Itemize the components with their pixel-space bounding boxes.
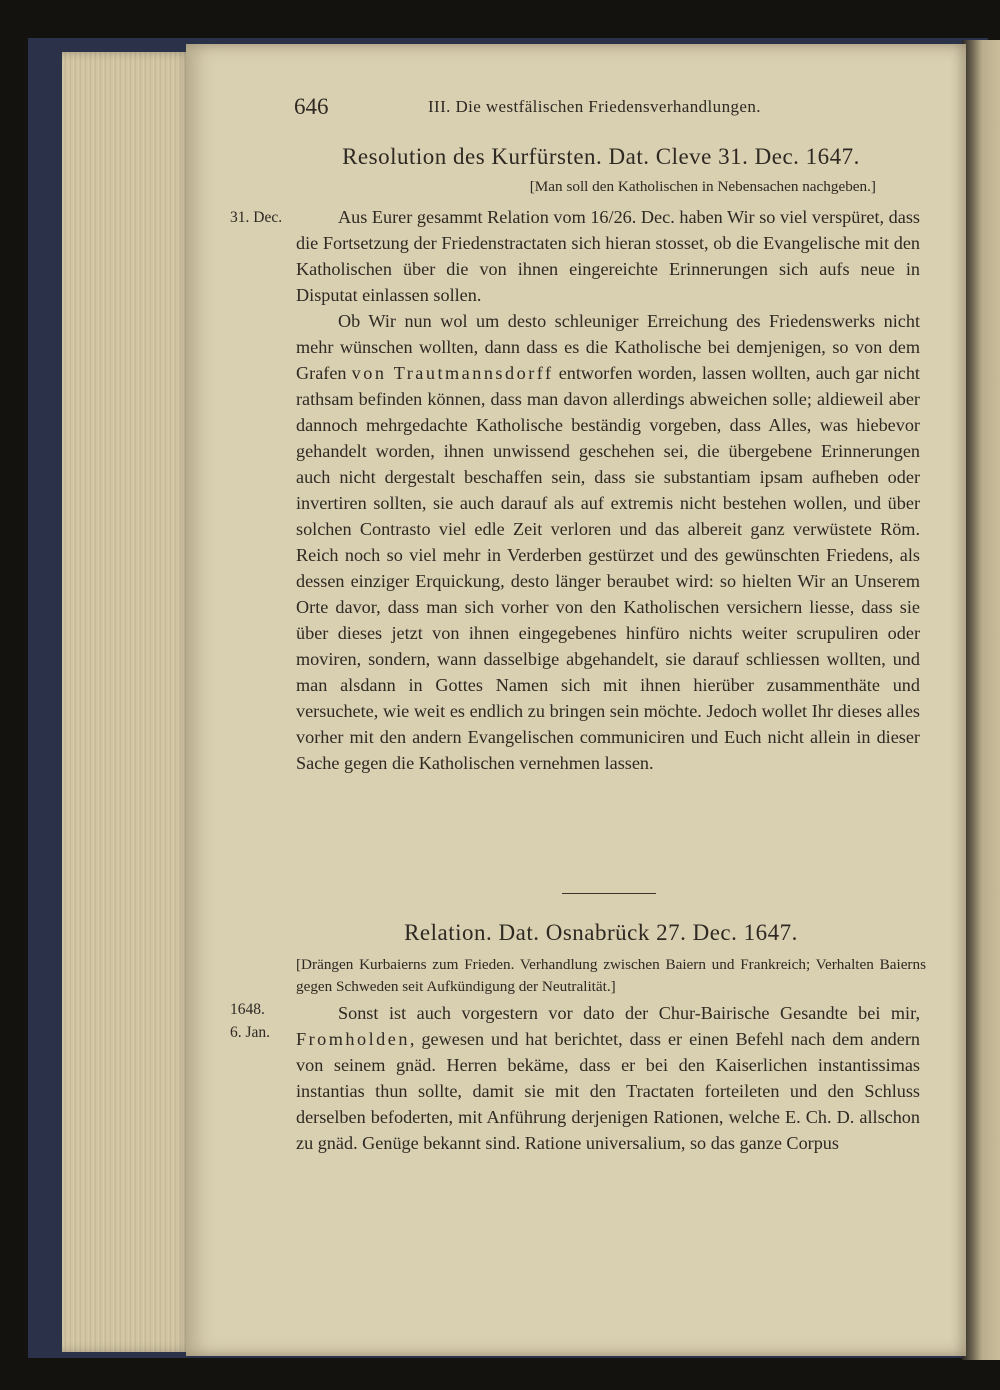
marginal-date: 31. Dec.: [230, 209, 283, 226]
book-page: [186, 44, 966, 1356]
paragraph-text: Sonst ist auch vorgestern vor dato der Chur-Bairische Gesandte bei mir,: [338, 1003, 920, 1023]
person-name: von Trautmannsdorff: [351, 363, 554, 383]
paragraph-text: Ob Wir nun wol um desto schleuniger Erreichung des Friedenswerks nicht mehr wünschen wollten, dann dass es die Katholische bei demjenigen, so von dem Grafen: [296, 311, 920, 383]
person-name: Fromholden: [296, 1029, 410, 1049]
section-summary-resolution: [Man soll den Katholischen in Nebensachen nachgeben.]: [529, 178, 876, 195]
running-head: [294, 90, 914, 124]
marginal-date: 6. Jan.: [230, 1024, 271, 1041]
paragraph: [296, 1000, 920, 1156]
section-title-resolution: Resolution des Kurfürsten. Dat. Cleve 31. Dec. 1647.: [342, 144, 860, 169]
running-title: III. Die westfälischen Friedensverhandlungen.: [428, 97, 761, 116]
section-body-relation: [296, 1000, 920, 1156]
paragraph: Aus Eurer gesammt Relation vom 16/26. Dec. haben Wir so viel verspüret, dass die Fortsetzung der Friedenstractaten sich hieran stosset, ob die Evangelische mit den Katholischen über die von ihnen eingereichte Erinnerungen sich aufs neue in Disputat einlassen sollen.: [296, 207, 920, 305]
paragraph-text: entworfen worden, lassen wollten, auch gar nicht rathsam befinden können, dass man davon allerdings abweichen solle; aldieweil aber dannoch mehrgedachte Katholische beständig vorgeben, dass Alles, was hiebevor gehandelt worden, ihnen unwissend geschehen sei, die übergebene Erinnerungen auch nicht dergestalt beschaffen sein, dass sie substantiam ipsam aufheben oder invertiren sollten, sie auch darauf als auf extremis nicht bestehen wollen, und über solchen Contrasto viel edle Zeit verloren und das albereit ganz verwüstete Röm. Reich noch so viel mehr in Verderben gestürzet und des gewünschten Friedens, als dessen einziger Erquickung, desto länger beraubet wird: so hielten Wir an Unserem Orte davor, dass man sich vorher von den Katholischen versichern liesse, dass sie über dieses jetzt von ihnen eingegebenes hinfüro nichts weiter scrupuliren oder moviren, sondern, wann dasselbige abgehandelt, sie darauf schliessen wollten, und man alsdann in Gottes Namen sich mit ihnen hierüber zusammenthäte und versuchete, wie weit es endlich zu bringen sein möchte. Jedoch wollet Ihr dieses alles vorher mit den andern Evangelischen communiciren und Euch nicht allein in dieser Sache gegen die Katholischen vernehmen lassen.: [296, 363, 920, 773]
page-number: 646: [294, 94, 329, 119]
section-body-resolution: [296, 204, 920, 776]
section-title-relation: Relation. Dat. Osnabrück 27. Dec. 1647.: [404, 920, 798, 945]
marginal-year: 1648.: [230, 1001, 265, 1018]
paragraph: [296, 308, 920, 776]
section-summary-relation: [Drängen Kurbaierns zum Frieden. Verhandlung zwischen Baiern und Frankreich; Verhalten Baierns gegen Schweden seit Aufkündigung der Neutralität.]: [296, 956, 926, 995]
paragraph-text: , gewesen und hat berichtet, dass er einen Befehl nach dem andern von seinem gnäd. Herren bekäme, dass er bei den Kaiserlichen instantissimas instantias thun sollte, damit sie mit den Tractaten forteileten und den Schluss derselben befoderten, mit Anführung derjenigen Rationen, welche E. Ch. D. allschon zu gnäd. Genüge bekannt sind. Ratione universalium, so das ganze Corpus: [296, 1029, 920, 1153]
section-divider: [562, 893, 656, 894]
page-edges: [62, 52, 192, 1352]
next-page-edge: [962, 40, 1000, 1360]
